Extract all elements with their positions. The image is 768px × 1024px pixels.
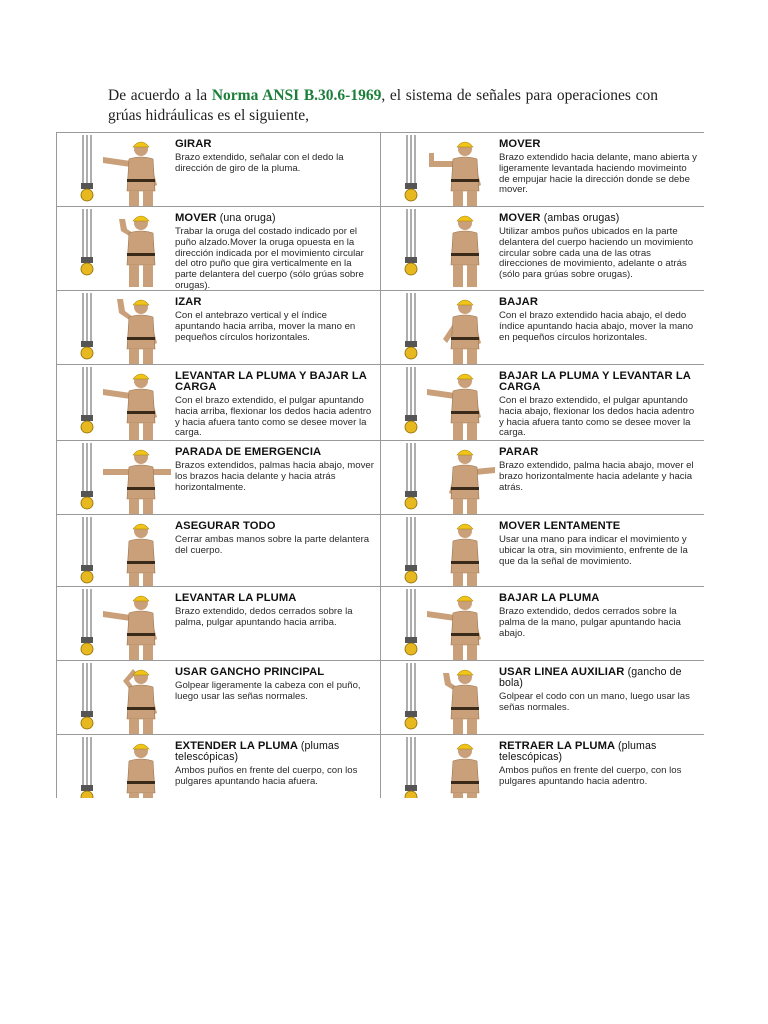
signal-text xyxy=(499,447,698,493)
signal-illustration xyxy=(63,737,173,798)
signal-figure-svg xyxy=(63,663,173,735)
norma-reference: Norma ANSI B.30.6-1969 xyxy=(211,87,382,104)
signal-card xyxy=(57,365,381,441)
crane-hook-icon xyxy=(405,443,417,509)
signal-title xyxy=(175,521,374,532)
signal-title-text: LEVANTAR LA PLUMA xyxy=(175,592,297,604)
signal-figure-svg xyxy=(387,135,497,207)
worker-figure-icon xyxy=(429,142,481,207)
signal-title xyxy=(499,297,698,308)
worker-figure-icon xyxy=(449,450,495,515)
signal-description: Golpear el codo con un mano, luego usar las señas normales. xyxy=(499,691,690,713)
worker-figure-icon xyxy=(119,216,155,287)
signal-title-text: MOVER xyxy=(499,138,541,150)
signal-figure-svg xyxy=(63,517,173,587)
signal-subtitle: (plumas telescópicas) xyxy=(175,740,340,763)
signal-card xyxy=(381,735,704,798)
intro-after: , el sistema de señales para operaciones con grúas hidráulicas es el siguiente, xyxy=(108,87,658,124)
signal-title-text: GIRAR xyxy=(175,138,212,150)
signal-figure-svg xyxy=(63,443,173,515)
signals-grid xyxy=(56,132,704,798)
crane-hook-icon xyxy=(81,517,93,583)
intro-paragraph xyxy=(108,86,658,126)
signal-text xyxy=(499,741,698,788)
signal-title-text: MOVER xyxy=(499,212,541,224)
signal-title xyxy=(499,741,698,763)
signal-title xyxy=(175,371,374,393)
signal-description: Con el antebrazo vertical y el índice apuntando hacia arriba, mover la mano en pequeños círculos horizontales. xyxy=(175,310,356,343)
signal-figure-svg xyxy=(63,589,173,661)
signal-subtitle: (una oruga) xyxy=(219,212,276,224)
crane-hook-icon xyxy=(405,293,417,359)
signal-figure-svg xyxy=(387,443,497,515)
signal-text xyxy=(175,213,374,291)
signal-description: Brazo extendido, dedos cerrados sobre la palma de la mano, pulgar apuntando hacia abajo. xyxy=(499,606,681,639)
signal-figure-svg xyxy=(387,293,497,365)
signal-illustration xyxy=(387,589,497,661)
worker-figure-icon xyxy=(127,744,155,798)
signal-illustration xyxy=(387,517,497,587)
signal-title-text: IZAR xyxy=(175,296,202,308)
signal-card xyxy=(381,661,704,735)
signal-illustration xyxy=(63,589,173,661)
worker-figure-icon xyxy=(443,670,479,735)
signal-illustration xyxy=(63,135,173,207)
worker-figure-icon xyxy=(443,300,481,365)
signal-illustration xyxy=(387,737,497,798)
signal-title xyxy=(499,139,698,150)
signal-subtitle: (ambas orugas) xyxy=(543,212,620,224)
signal-title xyxy=(499,447,698,458)
signal-card xyxy=(57,515,381,587)
crane-hook-icon xyxy=(405,663,417,729)
worker-figure-icon xyxy=(103,450,171,515)
signal-title xyxy=(175,139,374,150)
signal-title xyxy=(175,741,374,763)
signal-subtitle: (gancho de bola) xyxy=(499,666,682,689)
signal-title xyxy=(175,593,374,604)
signal-title xyxy=(499,667,698,689)
signal-text xyxy=(499,213,698,281)
signal-figure-svg xyxy=(387,663,497,735)
signal-description: Usar una mano para indicar el movimiento y ubicar la otra, sin movimiento, enfrente de la que da la señal de movimiento. xyxy=(499,534,688,567)
signal-description: Con el brazo extendido, el pulgar apuntando hacia arriba, flexionar los dedos hacia adentro y hacia afuera tanto como se desee mover la carga. xyxy=(175,395,372,439)
signal-illustration xyxy=(63,443,173,515)
signal-card xyxy=(57,291,381,365)
signal-card xyxy=(57,735,381,798)
intro-before: De acuerdo a la xyxy=(108,87,212,104)
signal-text xyxy=(499,667,698,714)
signal-description: Brazo extendido, dedos cerrados sobre la palma, pulgar apuntando hacia arriba. xyxy=(175,606,353,628)
signal-description: Brazos extendidos, palmas hacia abajo, mover los brazos hacia delante y hacia atrás horizontalmente. xyxy=(175,460,374,493)
signal-title-text: PARADA DE EMERGENCIA xyxy=(175,446,322,458)
crane-hook-icon xyxy=(405,589,417,655)
signal-title xyxy=(175,447,374,458)
signal-card xyxy=(381,441,704,515)
signal-title xyxy=(499,593,698,604)
worker-figure-icon xyxy=(451,744,479,798)
signal-card xyxy=(57,587,381,661)
crane-hook-icon xyxy=(81,737,93,798)
signal-illustration xyxy=(63,367,173,441)
signal-card xyxy=(57,133,381,207)
signal-description: Golpear ligeramente la cabeza con el puño, luego usar las señas normales. xyxy=(175,680,361,702)
crane-hook-icon xyxy=(405,517,417,583)
worker-figure-icon xyxy=(451,524,479,587)
signal-title-text: USAR GANCHO PRINCIPAL xyxy=(175,666,325,678)
worker-figure-icon xyxy=(427,596,481,661)
signal-title-text: USAR LINEA AUXILIAR xyxy=(499,666,625,678)
signal-illustration xyxy=(63,293,173,365)
crane-hook-icon xyxy=(405,737,417,798)
signal-title-text: EXTENDER LA PLUMA xyxy=(175,740,298,752)
signal-title xyxy=(499,521,698,532)
signal-text xyxy=(499,371,698,439)
signal-text xyxy=(175,521,374,557)
signal-text xyxy=(499,521,698,567)
signal-title-text: RETRAER LA PLUMA xyxy=(499,740,615,752)
signal-card xyxy=(381,133,704,207)
signal-illustration xyxy=(63,209,173,287)
signal-card xyxy=(381,587,704,661)
signal-illustration xyxy=(63,663,173,735)
crane-hook-icon xyxy=(405,135,417,201)
signal-figure-svg xyxy=(387,517,497,587)
signal-title xyxy=(175,213,374,224)
worker-figure-icon xyxy=(127,524,155,587)
signal-card xyxy=(57,661,381,735)
signal-text xyxy=(175,297,374,343)
worker-figure-icon xyxy=(103,596,157,661)
signal-illustration xyxy=(63,517,173,587)
worker-figure-icon xyxy=(123,669,157,735)
signal-title-text: LEVANTAR LA PLUMA Y BAJAR LA CARGA xyxy=(175,370,367,393)
signal-description: Brazo extendido, palma hacia abajo, mover el brazo horizontalmente hacia adelante y hacia atrás. xyxy=(499,460,694,493)
crane-hook-icon xyxy=(81,663,93,729)
signal-title-text: BAJAR LA PLUMA xyxy=(499,592,600,604)
signal-title-text: MOVER LENTAMENTE xyxy=(499,520,621,532)
crane-hook-icon xyxy=(405,367,417,433)
signal-description: Con el brazo extendido, el pulgar apuntando hacia abajo, flexionar los dedos hacia adentro y hacia afuera tanto como se desee mover la carga. xyxy=(499,395,695,439)
signal-illustration xyxy=(387,443,497,515)
signal-title-text: BAJAR LA PLUMA Y LEVANTAR LA CARGA xyxy=(499,370,691,393)
signal-figure-svg xyxy=(63,135,173,207)
crane-hook-icon xyxy=(81,589,93,655)
crane-hook-icon xyxy=(405,209,417,275)
signal-text xyxy=(175,741,374,788)
signal-card xyxy=(57,207,381,291)
signal-description: Utilizar ambos puños ubicados en la parte delantera del cuerpo haciendo un movimiento circular sobre cada una de las otras direcciones de movimiento, adelante o atrás (sólo para grúas sobre orugas). xyxy=(499,226,694,281)
signal-card xyxy=(381,207,704,291)
signal-figure-svg xyxy=(63,367,173,441)
worker-figure-icon xyxy=(451,216,479,287)
signal-illustration xyxy=(387,135,497,207)
crane-hook-icon xyxy=(81,135,93,201)
signal-title-text: BAJAR xyxy=(499,296,539,308)
worker-figure-icon xyxy=(103,142,157,207)
signal-figure-svg xyxy=(387,367,497,441)
signal-description: Brazo extendido, señalar con el dedo la dirección de giro de la pluma. xyxy=(175,152,344,174)
signal-text xyxy=(499,139,698,196)
signal-figure-svg xyxy=(387,209,497,287)
signal-illustration xyxy=(387,663,497,735)
signal-description: Con el brazo extendido hacia abajo, el dedo índice apuntando hacia abajo, mover la mano en pequeños círculos horizontales. xyxy=(499,310,694,343)
crane-hook-icon xyxy=(81,367,93,433)
signal-title xyxy=(499,213,698,224)
signal-description: Brazo extendido hacia delante, mano abierta y ligeramente levantada haciendo movimeinto de empujar hacie la dirección donde se debe mover. xyxy=(499,152,697,196)
worker-figure-icon xyxy=(117,299,157,365)
signal-figure-svg xyxy=(63,737,173,798)
signal-illustration xyxy=(387,209,497,287)
worker-figure-icon xyxy=(427,374,481,441)
crane-hook-icon xyxy=(81,293,93,359)
signal-illustration xyxy=(387,367,497,441)
signal-text xyxy=(175,139,374,175)
signal-description: Trabar la oruga del costado indicado por el puño alzado.Mover la oruga opuesta en la dirección indicada por el movimiento circular del otro puño que gira verticalmente en la parte delantera del cuerpo (sólo grúas sobre orugas). xyxy=(175,226,364,291)
signal-subtitle: (plumas telescópicas) xyxy=(499,740,657,763)
signal-figure-svg xyxy=(387,589,497,661)
signal-card xyxy=(381,365,704,441)
signal-title-text: PARAR xyxy=(499,446,539,458)
signal-text xyxy=(175,593,374,629)
signal-text xyxy=(499,593,698,639)
signal-title-text: ASEGURAR TODO xyxy=(175,520,276,532)
signal-description: Ambos puños en frente del cuerpo, con los pulgares apuntando hacia afuera. xyxy=(175,765,358,787)
signal-text xyxy=(499,297,698,343)
signal-title xyxy=(499,371,698,393)
signal-figure-svg xyxy=(387,737,497,798)
signal-title-text: MOVER xyxy=(175,212,217,224)
signal-text xyxy=(175,667,374,703)
signal-text xyxy=(175,371,374,439)
signal-illustration xyxy=(387,293,497,365)
crane-hook-icon xyxy=(81,209,93,275)
signal-title xyxy=(175,667,374,678)
signal-description: Ambos puños en frente del cuerpo, con los pulgares apuntando hacia adentro. xyxy=(499,765,682,787)
crane-hook-icon xyxy=(81,443,93,509)
signal-figure-svg xyxy=(63,293,173,365)
signal-text xyxy=(175,447,374,493)
signal-card xyxy=(57,441,381,515)
worker-figure-icon xyxy=(103,374,157,441)
signal-figure-svg xyxy=(63,209,173,287)
signal-card xyxy=(381,291,704,365)
signal-card xyxy=(381,515,704,587)
signal-description: Cerrar ambas manos sobre la parte delantera del cuerpo. xyxy=(175,534,370,556)
signal-title xyxy=(175,297,374,308)
